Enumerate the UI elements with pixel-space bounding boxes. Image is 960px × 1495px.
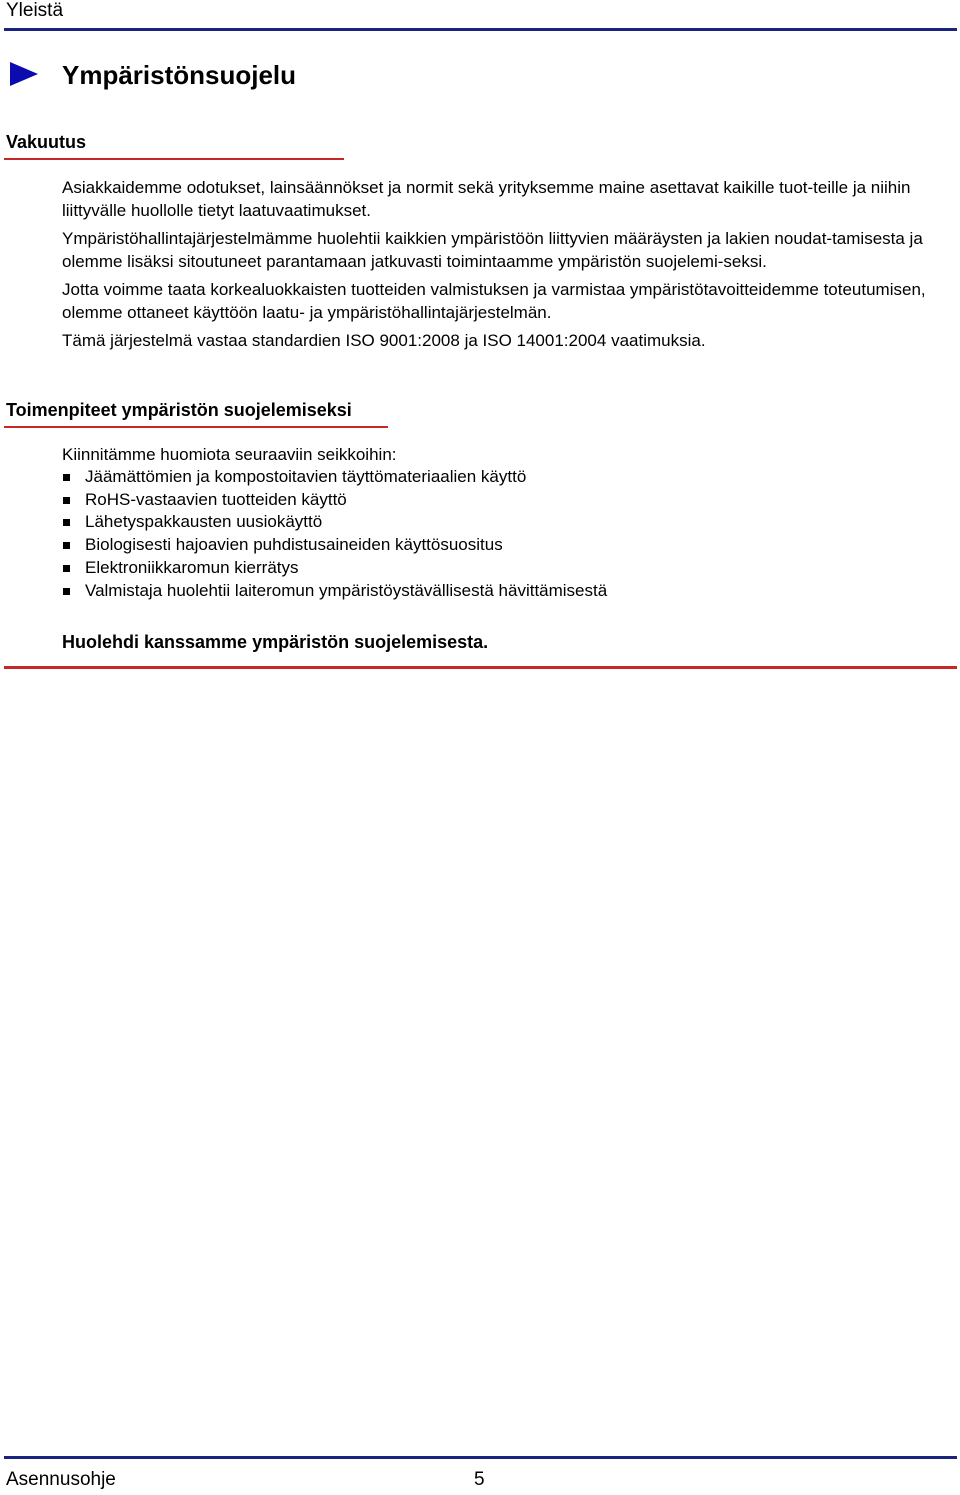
square-bullet-icon xyxy=(63,565,70,572)
header-section-label: Yleistä xyxy=(6,0,64,21)
section-heading: Vakuutus xyxy=(6,132,87,152)
square-bullet-icon xyxy=(63,542,70,549)
section-divider xyxy=(4,426,388,428)
paragraph: Jotta voimme taata korkealuokkaisten tuotteiden valmistuksen ja varmistaa ympäristötavoitteidemme toteutumisen, olemme ottaneet käyttöön laatu- ja ympäristöhallintajärjestelmän. xyxy=(62,280,926,322)
list-item xyxy=(62,534,947,557)
list-item-text: Jäämättömien ja kompostoitavien täyttömateriaalien käyttö xyxy=(85,467,527,486)
list-intro: Kiinnitämme huomiota seuraaviin seikkoihin: xyxy=(62,445,397,464)
play-arrow-icon xyxy=(10,62,38,86)
square-bullet-icon xyxy=(63,474,70,481)
paragraph: Ympäristöhallintajärjestelmämme huolehtii kaikkien ympäristöön liittyvien määräysten ja lakien noudat-tamisesta ja olemme lisäksi sitoutuneet parantamaan jatkuvasti toimintaamme ympäristön suojelemi-seksi. xyxy=(62,229,923,271)
closing-divider xyxy=(4,666,957,669)
list-item-text: Biologisesti hajoavien puhdistusaineiden käyttösuositus xyxy=(85,535,503,555)
list-item-text: Valmistaja huolehtii laiteromun ympäristöystävällisestä hävittämisestä xyxy=(85,580,608,600)
list-item-text: Elektroniikkaromun kierrätys xyxy=(85,557,299,577)
list-item xyxy=(62,557,947,580)
square-bullet-icon xyxy=(63,519,70,526)
section-heading: Toimenpiteet ympäristön suojelemiseksi xyxy=(6,400,352,420)
section-divider xyxy=(4,158,344,160)
list-item xyxy=(62,489,947,512)
measures-list xyxy=(62,466,947,602)
closing-statement: Huolehdi kanssamme ympäristön suojelemisesta. xyxy=(62,632,489,652)
page-number: 5 xyxy=(474,1469,485,1490)
list-item-text: Lähetyspakkausten uusiokäyttö xyxy=(85,512,323,532)
footer-document-label: Asennusohje xyxy=(6,1469,116,1490)
list-item xyxy=(62,466,947,489)
footer-divider xyxy=(4,1456,957,1459)
paragraph: Asiakkaidemme odotukset, lainsäännökset ja normit sekä yrityksemme maine asettavat kaikille tuot-teille ja niihin liittyvälle huollolle tietyt laatuvaatimukset. xyxy=(62,178,911,220)
list-item xyxy=(62,511,947,534)
square-bullet-icon xyxy=(63,588,70,595)
paragraph: Tämä järjestelmä vastaa standardien ISO 9001:2008 ja ISO 14001:2004 vaatimuksia. xyxy=(62,331,706,350)
section-body xyxy=(62,176,947,357)
section-body xyxy=(62,443,947,602)
list-item xyxy=(62,580,947,603)
list-item-text: RoHS-vastaavien tuotteiden käyttö xyxy=(85,489,347,509)
square-bullet-icon xyxy=(63,497,70,504)
page-title: Ympäristönsuojelu xyxy=(62,60,297,90)
header-divider xyxy=(4,28,957,31)
